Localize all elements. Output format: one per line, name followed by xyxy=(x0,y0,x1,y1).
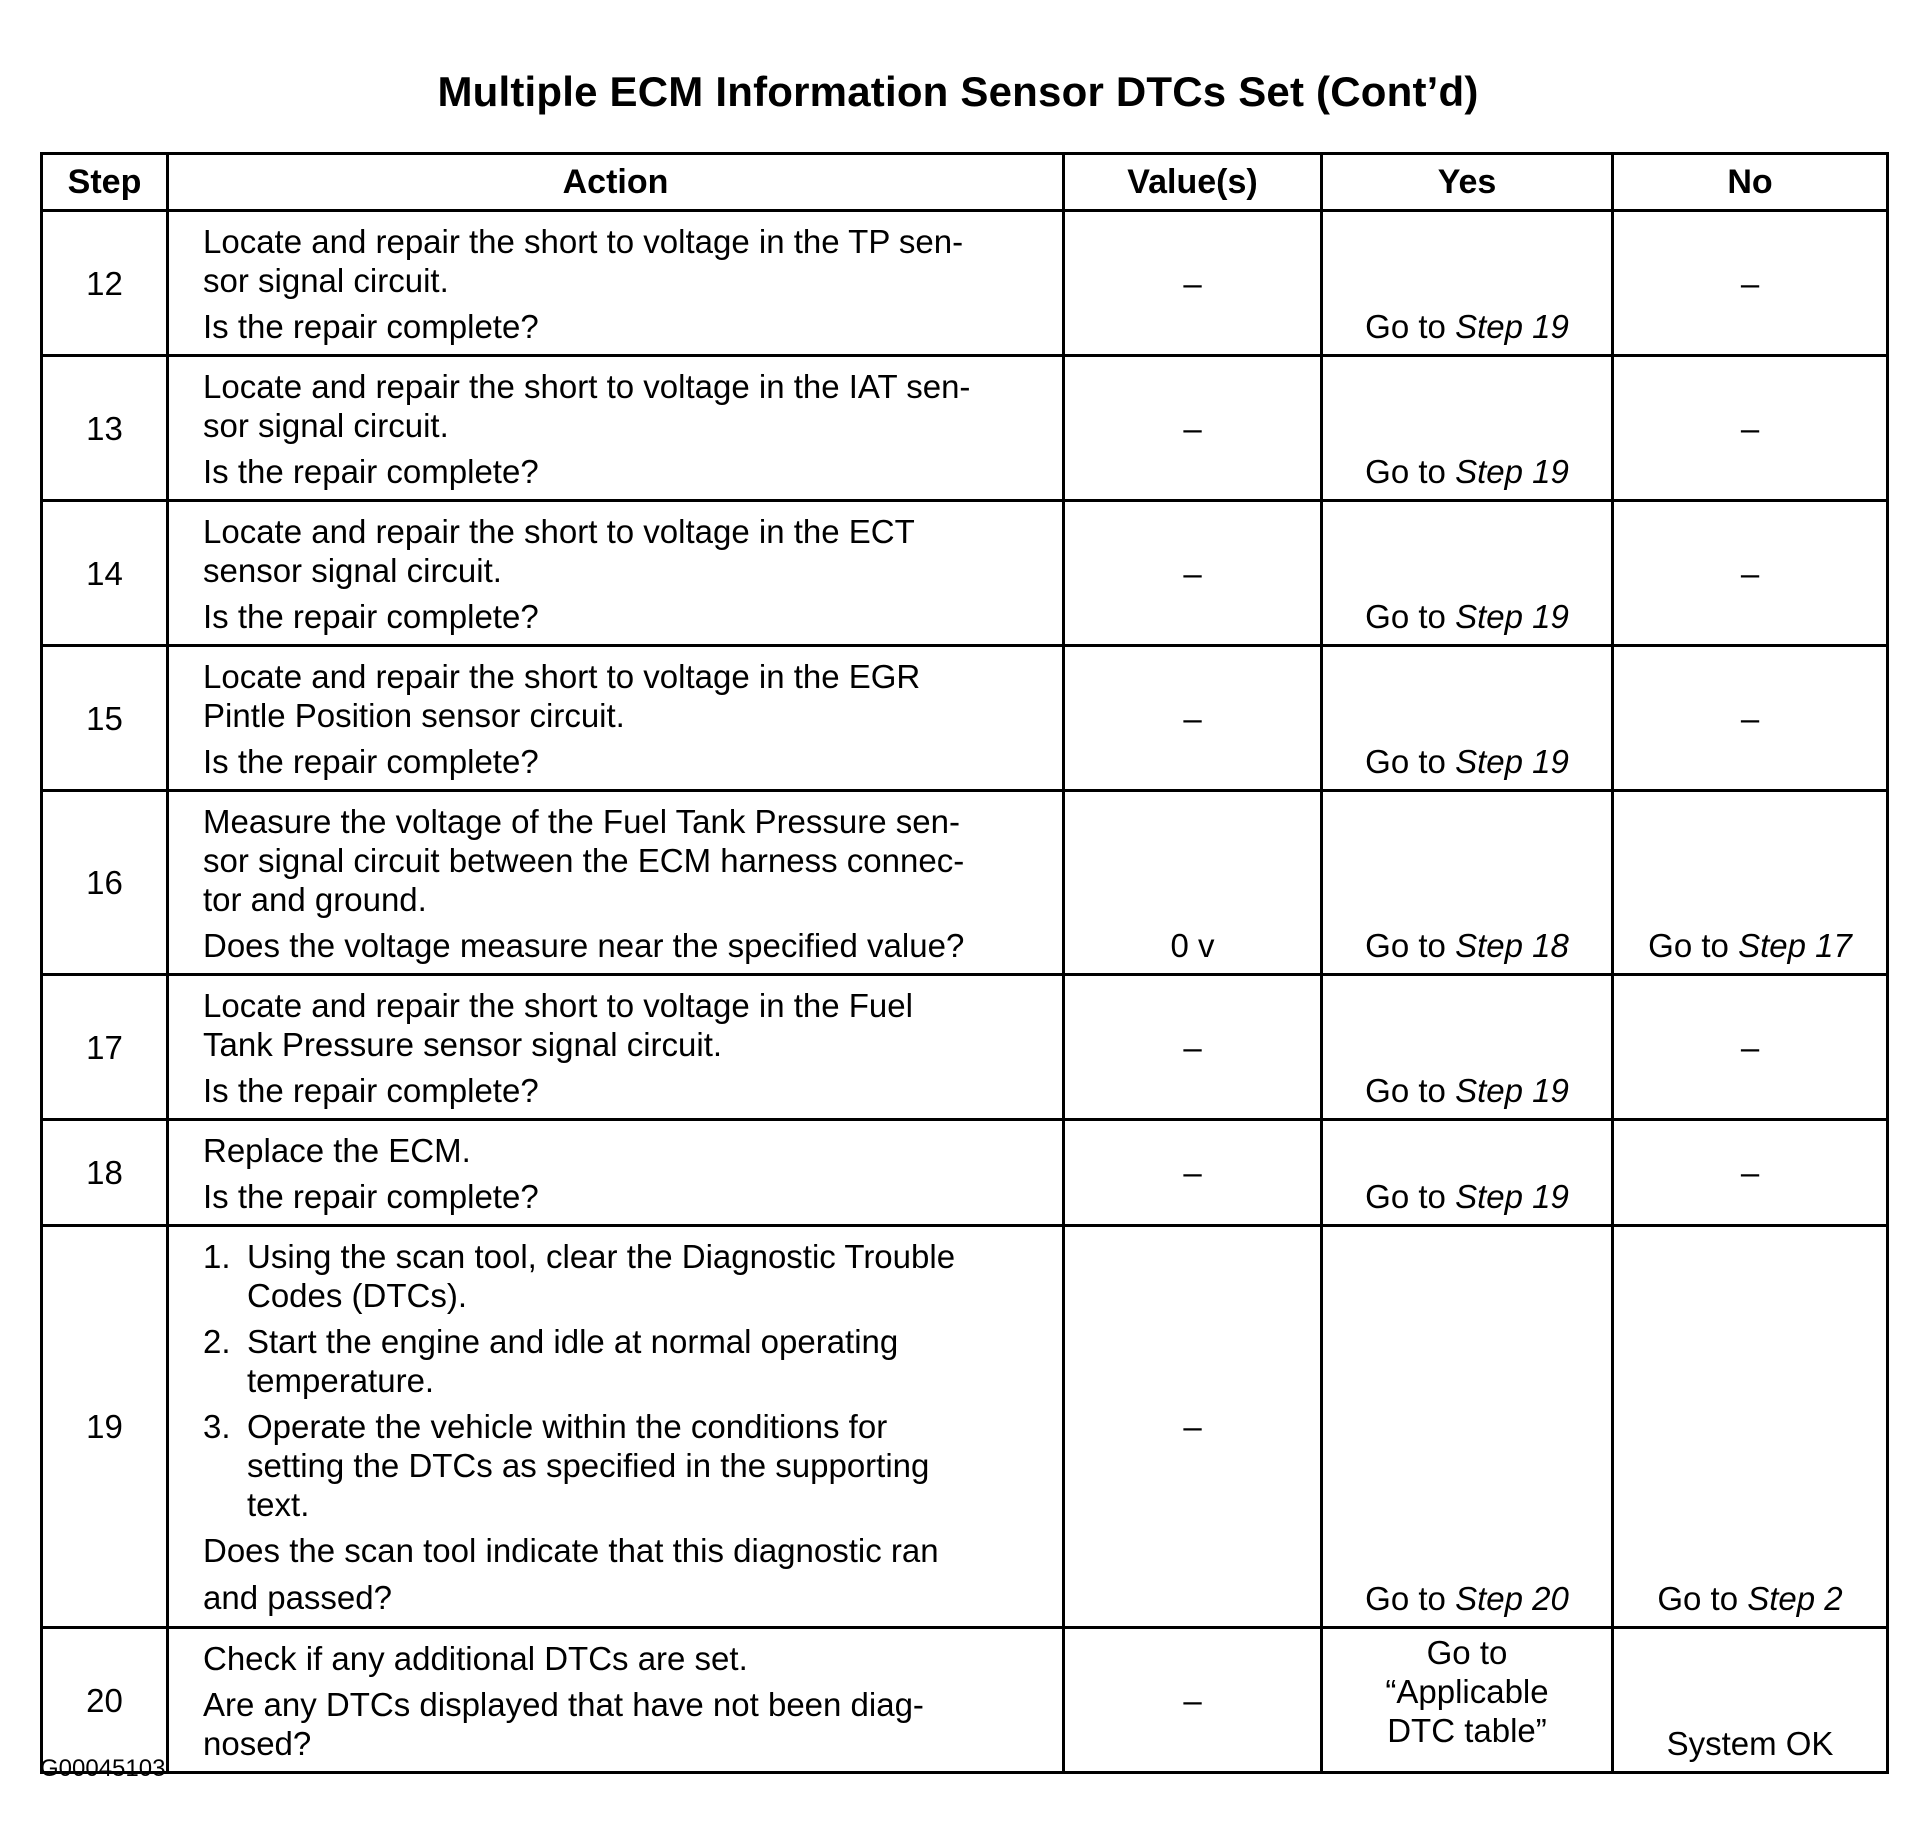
action-line: Locate and repair the short to voltage in the IAT sen- xyxy=(203,368,971,405)
procedure-list xyxy=(203,1237,1044,1524)
no-cell: – xyxy=(1613,501,1888,646)
action-line: sor signal circuit. xyxy=(203,407,449,444)
table-row-step-19 xyxy=(42,1226,1888,1628)
header-row xyxy=(42,154,1888,211)
action-cell xyxy=(168,501,1064,646)
header-values: Value(s) xyxy=(1064,154,1322,211)
table-row-step-13 xyxy=(42,356,1888,501)
page-title: Multiple ECM Information Sensor DTCs Set (Cont’d) xyxy=(437,68,1479,115)
action-cell xyxy=(168,1120,1064,1226)
yes-cell xyxy=(1322,501,1613,646)
action-cell xyxy=(168,356,1064,501)
step-number: 15 xyxy=(42,646,168,791)
go-to-text: Go to xyxy=(1648,927,1729,964)
figure-id: G00045103 xyxy=(40,1755,166,1782)
header-no: No xyxy=(1613,154,1888,211)
step-link[interactable]: Step 17 xyxy=(1738,927,1852,964)
step-number: 14 xyxy=(42,501,168,646)
value-cell: – xyxy=(1064,356,1322,501)
action-question: and passed? xyxy=(203,1579,392,1616)
table-row-step-12 xyxy=(42,211,1888,356)
action-question: Is the repair complete? xyxy=(203,1178,539,1215)
dtc-table-link[interactable]: “Applicable xyxy=(1385,1673,1549,1710)
no-cell xyxy=(1613,791,1888,975)
list-line: Codes (DTCs). xyxy=(247,1277,468,1314)
go-to-text: Go to xyxy=(1365,453,1446,490)
step-link[interactable]: Step 19 xyxy=(1455,1178,1569,1215)
action-cell xyxy=(168,646,1064,791)
step-number: 16 xyxy=(42,791,168,975)
action-line: sor signal circuit between the ECM harness connec- xyxy=(203,842,965,879)
no-cell: – xyxy=(1613,356,1888,501)
action-line: Check if any additional DTCs are set. xyxy=(203,1640,748,1677)
step-link[interactable]: Step 19 xyxy=(1455,1072,1569,1109)
action-cell xyxy=(168,975,1064,1120)
go-to-text: Go to xyxy=(1657,1580,1739,1617)
action-cell xyxy=(168,211,1064,356)
step-link[interactable]: Step 20 xyxy=(1455,1580,1569,1617)
action-line: Locate and repair the short to voltage in the ECT xyxy=(203,513,915,550)
step-link[interactable]: Step 19 xyxy=(1455,743,1569,780)
list-line: Operate the vehicle within the conditions for xyxy=(247,1408,888,1445)
header-step: Step xyxy=(42,154,168,211)
list-line: setting the DTCs as specified in the supporting xyxy=(247,1447,930,1484)
go-to-text: Go to xyxy=(1365,308,1446,345)
value-cell: – xyxy=(1064,501,1322,646)
value-cell: – xyxy=(1064,646,1322,791)
diagnostic-table xyxy=(40,152,1889,1774)
go-to-text: Go to xyxy=(1426,1634,1508,1671)
yes-cell[interactable] xyxy=(1322,1628,1613,1773)
action-question: Is the repair complete? xyxy=(203,1072,539,1109)
yes-cell xyxy=(1322,975,1613,1120)
no-cell xyxy=(1613,1226,1888,1628)
yes-cell xyxy=(1322,356,1613,501)
table-row-step-14 xyxy=(42,501,1888,646)
value-cell: – xyxy=(1064,211,1322,356)
step-number: 12 xyxy=(42,211,168,356)
go-to-text: Go to xyxy=(1365,927,1446,964)
action-cell xyxy=(168,1628,1064,1773)
no-cell: – xyxy=(1613,646,1888,791)
step-number: 20 xyxy=(42,1628,168,1773)
action-question: Does the voltage measure near the specified value? xyxy=(203,927,965,964)
yes-cell xyxy=(1322,791,1613,975)
go-to-text: Go to xyxy=(1365,1178,1446,1215)
go-to-text: Go to xyxy=(1365,1072,1446,1109)
table-row-step-16 xyxy=(42,791,1888,975)
go-to-text: Go to xyxy=(1365,1580,1446,1617)
action-line: Locate and repair the short to voltage in the TP sen- xyxy=(203,223,964,260)
action-line: Locate and repair the short to voltage in the EGR xyxy=(203,658,921,695)
table-row-step-18 xyxy=(42,1120,1888,1226)
list-line: Start the engine and idle at normal operating xyxy=(247,1323,899,1360)
yes-cell xyxy=(1322,646,1613,791)
list-item xyxy=(203,1237,1044,1315)
action-question: Is the repair complete? xyxy=(203,743,539,780)
action-question: Is the repair complete? xyxy=(203,598,539,635)
value-cell: – xyxy=(1064,1226,1322,1628)
header-action: Action xyxy=(168,154,1064,211)
list-line: Using the scan tool, clear the Diagnostic Trouble xyxy=(247,1238,956,1275)
go-to-text: Go to xyxy=(1365,598,1446,635)
step-link[interactable]: Step 19 xyxy=(1455,453,1569,490)
action-question: Are any DTCs displayed that have not been diag- xyxy=(203,1686,924,1723)
action-line: sor signal circuit. xyxy=(203,262,449,299)
action-cell xyxy=(168,1226,1064,1628)
step-number: 18 xyxy=(42,1120,168,1226)
step-link[interactable]: Step 19 xyxy=(1455,598,1569,635)
step-number: 19 xyxy=(42,1226,168,1628)
action-line: Replace the ECM. xyxy=(203,1132,471,1169)
value-cell: – xyxy=(1064,1120,1322,1226)
list-item xyxy=(203,1407,1044,1524)
yes-cell xyxy=(1322,211,1613,356)
list-item xyxy=(203,1322,1044,1400)
step-link[interactable]: Step 2 xyxy=(1747,1580,1843,1617)
step-number: 17 xyxy=(42,975,168,1120)
action-question: nosed? xyxy=(203,1725,312,1762)
table-row-step-20 xyxy=(42,1628,1888,1773)
table-row-step-17 xyxy=(42,975,1888,1120)
action-question: Is the repair complete? xyxy=(203,453,539,490)
action-line: Locate and repair the short to voltage in the Fuel xyxy=(203,987,913,1024)
step-number: 13 xyxy=(42,356,168,501)
dtc-table-link[interactable]: DTC table” xyxy=(1387,1712,1547,1749)
value-cell: – xyxy=(1064,1628,1322,1773)
step-link[interactable]: Step 18 xyxy=(1455,927,1569,964)
action-question: Is the repair complete? xyxy=(203,308,539,345)
action-line: sensor signal circuit. xyxy=(203,552,502,589)
no-cell: – xyxy=(1613,211,1888,356)
go-to-text: Go to xyxy=(1365,743,1446,780)
list-line: text. xyxy=(247,1486,310,1523)
no-cell: – xyxy=(1613,975,1888,1120)
list-number: 1. xyxy=(203,1238,231,1275)
table-row-step-15 xyxy=(42,646,1888,791)
no-cell: System OK xyxy=(1613,1628,1888,1773)
action-line: Tank Pressure sensor signal circuit. xyxy=(203,1026,723,1063)
action-question: Does the scan tool indicate that this diagnostic ran xyxy=(203,1532,939,1569)
list-number: 2. xyxy=(203,1323,231,1360)
action-line: Measure the voltage of the Fuel Tank Pressure sen- xyxy=(203,803,960,840)
action-cell xyxy=(168,791,1064,975)
step-link[interactable]: Step 19 xyxy=(1455,308,1569,345)
action-line: Pintle Position sensor circuit. xyxy=(203,697,625,734)
header-yes: Yes xyxy=(1322,154,1613,211)
yes-cell xyxy=(1322,1226,1613,1628)
value-cell: – xyxy=(1064,975,1322,1120)
no-cell: – xyxy=(1613,1120,1888,1226)
list-number: 3. xyxy=(203,1408,231,1445)
yes-cell xyxy=(1322,1120,1613,1226)
list-line: temperature. xyxy=(247,1362,435,1399)
action-line: tor and ground. xyxy=(203,881,427,918)
value-cell: 0 v xyxy=(1064,791,1322,975)
